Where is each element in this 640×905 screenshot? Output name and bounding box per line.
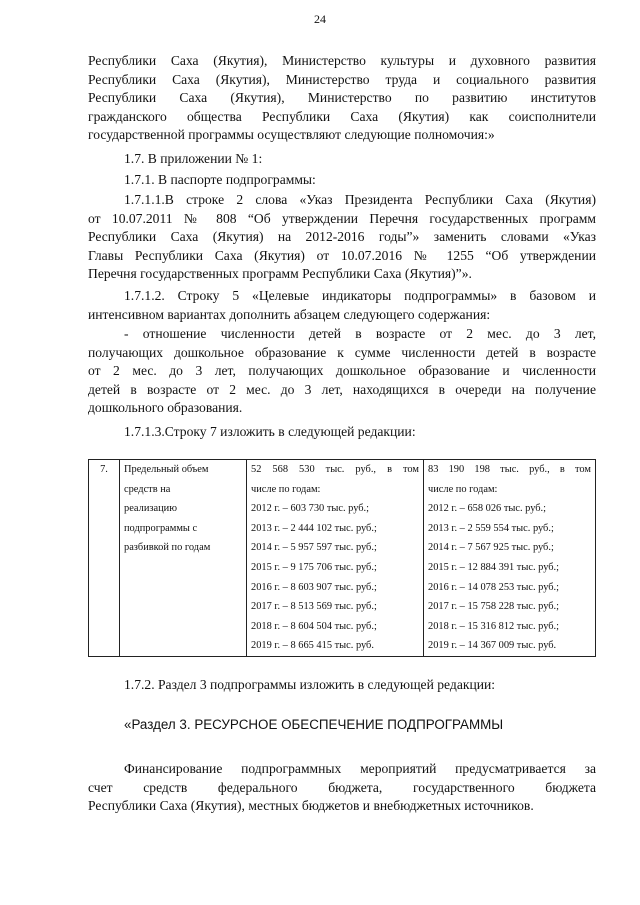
cell-text: 83 190 198 тыс. руб., в том bbox=[428, 464, 591, 475]
page-number: 24 bbox=[314, 12, 326, 26]
text-line: гражданского общества Республики Саха (Якутия) как соисполнители bbox=[88, 108, 596, 124]
text-line: интенсивном вариантах дополнить абзацем следующего содержания: bbox=[88, 306, 491, 322]
heading-text: «Раздел 3. РЕСУРСНОЕ ОБЕСПЕЧЕНИЕ ПОДПРОГРАММЫ bbox=[124, 717, 504, 732]
year-amount: 2017 г. – 8 513 569 тыс. руб.; bbox=[251, 601, 377, 613]
year-amount: 2015 г. – 9 175 706 тыс. руб.; bbox=[251, 561, 377, 573]
text-line: 1.7.1.2. Строку 5 «Целевые индикаторы подпрограммы» в базовом и bbox=[124, 288, 596, 303]
text-line: детей в возрасте от 2 мес. до 3 лет, находящихся в очереди на получение bbox=[88, 381, 596, 397]
item-1-7-1-1 bbox=[88, 191, 596, 284]
section-heading bbox=[88, 716, 596, 735]
text-line: Республики Саха (Якутия), Министерство труда и социального развития bbox=[88, 71, 596, 87]
text-line: 1.7.2. Раздел 3 подпрограммы изложить в следующей редакции: bbox=[124, 677, 496, 692]
text-line: счет средств федерального бюджета, государственного бюджета bbox=[88, 779, 596, 795]
text-line: Республики Саха (Якутия), Министерство по развитию институтов bbox=[88, 90, 596, 106]
text-line: получающих дошкольное образование к сумме численности детей в возрасте bbox=[88, 344, 596, 360]
row-number-cell bbox=[89, 460, 120, 657]
item-1-7 bbox=[88, 150, 596, 169]
cell-text: подпрограммы с bbox=[124, 522, 198, 534]
year-amount: 2014 г. – 5 957 597 тыс. руб.; bbox=[251, 542, 377, 554]
text-line: 1.7. В приложении № 1: bbox=[124, 151, 263, 166]
year-amount: 2019 г. – 14 367 009 тыс. руб. bbox=[428, 640, 557, 652]
row-number: 7. bbox=[100, 464, 108, 475]
year-amount: 2017 г. – 15 758 228 тыс. руб.; bbox=[428, 601, 560, 613]
cell-text: числе по годам: bbox=[428, 483, 498, 495]
indicator-cell bbox=[120, 460, 247, 657]
financing-paragraph bbox=[88, 760, 596, 816]
year-amount: 2012 г. – 603 730 тыс. руб.; bbox=[251, 503, 370, 515]
cell-text: 52 568 530 тыс. руб., в том bbox=[251, 464, 419, 475]
year-amount: 2016 г. – 8 603 907 тыс. руб.; bbox=[251, 581, 377, 593]
text-line: Республики Саха (Якутия), Министерство культуры и духовного развития bbox=[88, 53, 596, 68]
table-row bbox=[89, 460, 596, 657]
basic-variant-cell bbox=[247, 460, 424, 657]
year-amount: 2013 г. – 2 444 102 тыс. руб.; bbox=[251, 522, 377, 534]
year-amount: 2015 г. – 12 884 391 тыс. руб.; bbox=[428, 561, 560, 573]
text-line: Республики Саха (Якутия) на 2012-2016 годы”» заменить словами «Указ bbox=[88, 229, 596, 245]
year-amount: 2012 г. – 658 026 тыс. руб.; bbox=[428, 503, 547, 515]
cell-text: реализацию bbox=[124, 503, 177, 515]
year-amount: 2014 г. – 7 567 925 тыс. руб.; bbox=[428, 542, 554, 554]
cell-text: средств на bbox=[124, 483, 171, 495]
text-line: от 2 мес. до 3 лет, получающих дошкольное образование и численности bbox=[88, 363, 596, 379]
intensive-variant-cell bbox=[424, 460, 596, 657]
year-amount: 2018 г. – 15 316 812 тыс. руб.; bbox=[428, 620, 560, 632]
year-amount: 2016 г. – 14 078 253 тыс. руб.; bbox=[428, 581, 560, 593]
year-amount: 2013 г. – 2 559 554 тыс. руб.; bbox=[428, 522, 554, 534]
text-line: Главы Республики Саха (Якутия) от 10.07.2016 № 1255 “Об утверждении bbox=[88, 247, 596, 263]
text-line: дошкольного образования. bbox=[88, 400, 243, 416]
intro-paragraph bbox=[88, 52, 596, 145]
indicator-paragraph bbox=[88, 325, 596, 418]
text-line: 1.7.1. В паспорте подпрограммы: bbox=[124, 172, 316, 187]
text-line: от 10.07.2011 № 808 “Об утверждении Перечня государственных программ bbox=[88, 210, 596, 226]
year-amount: 2018 г. – 8 604 504 тыс. руб.; bbox=[251, 620, 377, 632]
text-line: государственной программы осуществляют следующие полномочия:» bbox=[88, 127, 495, 143]
text-line: Перечня государственных программ Республики Саха (Якутия)”». bbox=[88, 266, 472, 282]
text-line: Республики Саха (Якутия), местных бюджетов и внебюджетных источников. bbox=[88, 798, 534, 814]
item-1-7-1 bbox=[88, 171, 596, 190]
text-line: 1.7.1.1.В строке 2 слова «Указ Президента Республики Саха (Якутия) bbox=[124, 192, 596, 207]
cell-text: числе по годам: bbox=[251, 483, 321, 495]
cell-text: разбивкой по годам bbox=[124, 542, 211, 554]
text-line: Финансирование подпрограммных мероприятий предусматривается за bbox=[124, 761, 596, 776]
item-1-7-2 bbox=[88, 676, 596, 695]
text-line: 1.7.1.3.Строку 7 изложить в следующей редакции: bbox=[124, 424, 416, 439]
funding-table bbox=[88, 459, 596, 657]
year-amount: 2019 г. – 8 665 415 тыс. руб. bbox=[251, 640, 374, 652]
text-line: - отношение численности детей в возрасте от 2 мес. до 3 лет, bbox=[124, 326, 596, 341]
cell-text: Предельный объем bbox=[124, 464, 209, 475]
item-1-7-1-3 bbox=[88, 423, 596, 442]
item-1-7-1-2 bbox=[88, 287, 596, 324]
